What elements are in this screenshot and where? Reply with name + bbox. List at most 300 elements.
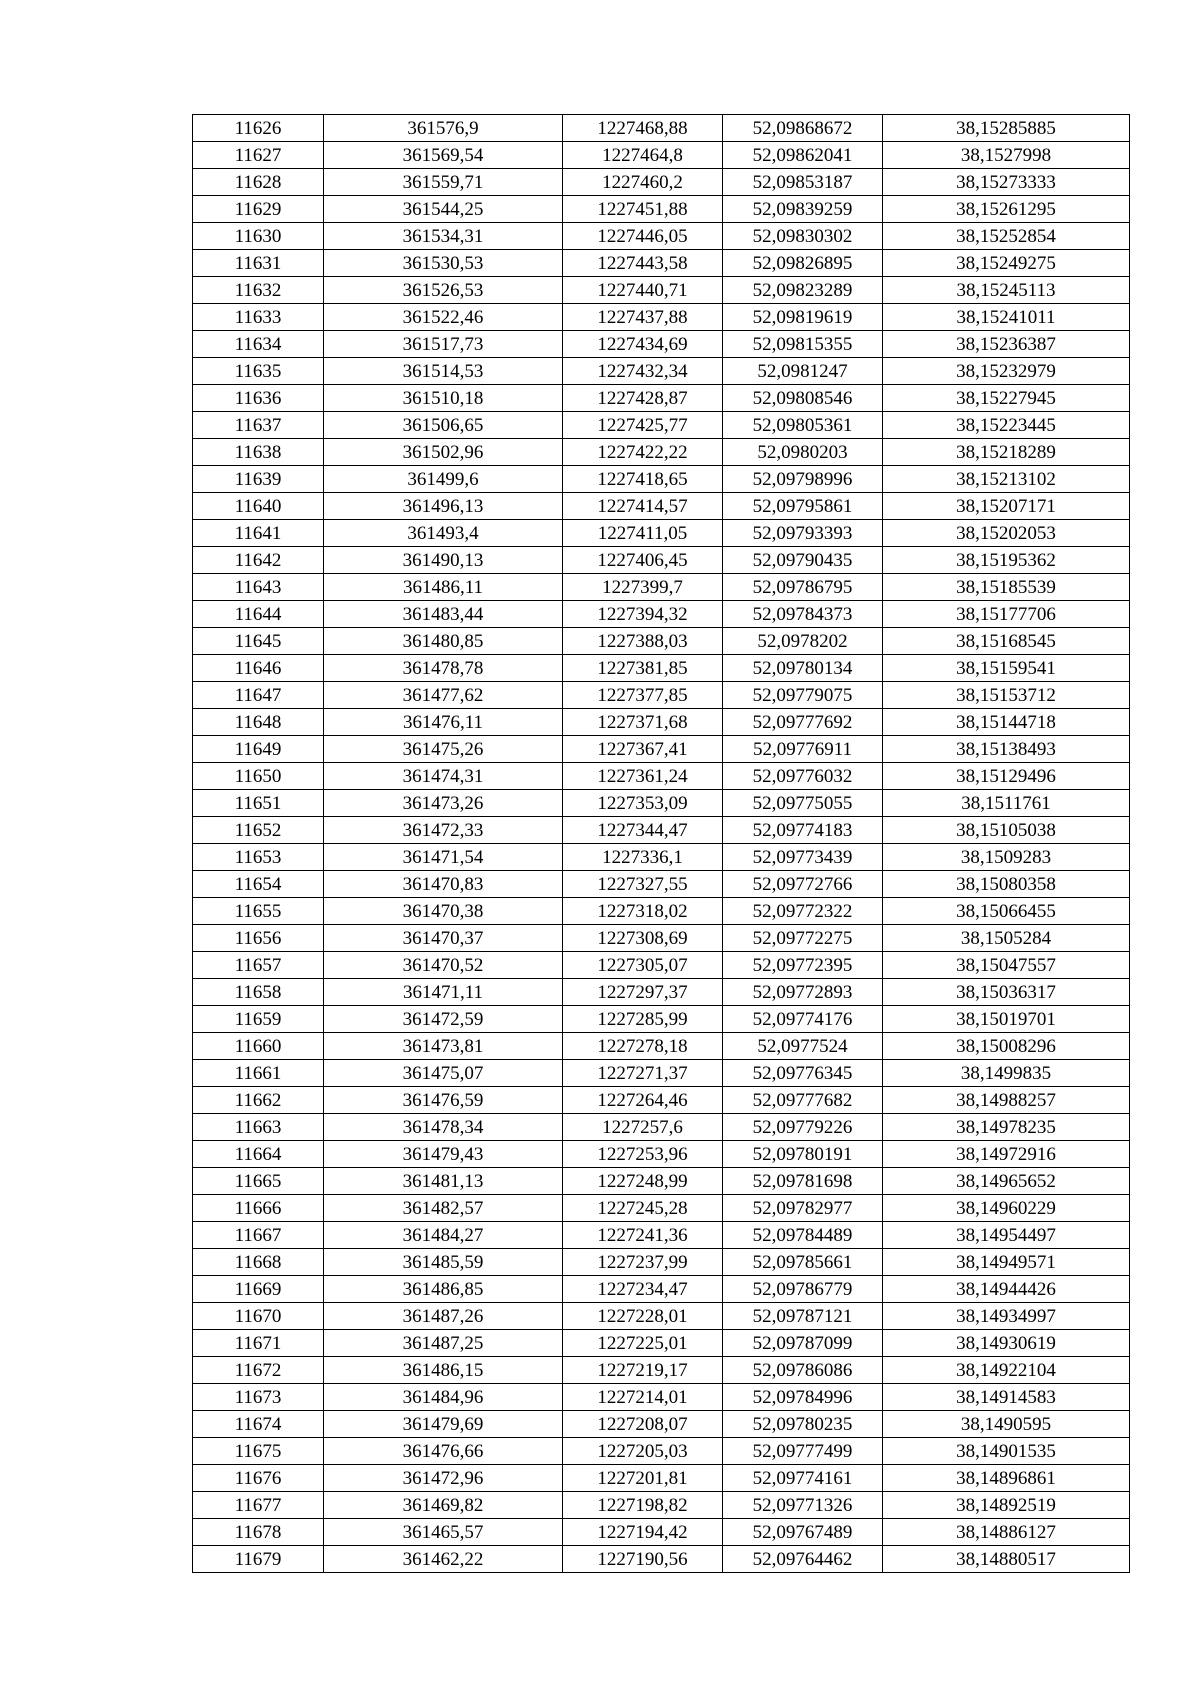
table-row [193, 358, 1130, 385]
table-row [193, 736, 1130, 763]
longitude-cell: 38,15008296 [883, 1033, 1130, 1060]
x-coordinate-cell: 361487,25 [324, 1330, 563, 1357]
table-row [193, 1411, 1130, 1438]
point-number-cell: 11631 [193, 250, 324, 277]
longitude-cell: 38,15232979 [883, 358, 1130, 385]
longitude-cell: 38,1499835 [883, 1060, 1130, 1087]
longitude-cell: 38,15036317 [883, 979, 1130, 1006]
x-coordinate-cell: 361514,53 [324, 358, 563, 385]
latitude-cell: 52,09808546 [723, 385, 883, 412]
x-coordinate-cell: 361481,13 [324, 1168, 563, 1195]
latitude-cell: 52,09830302 [723, 223, 883, 250]
longitude-cell: 38,15138493 [883, 736, 1130, 763]
point-number-cell: 11656 [193, 925, 324, 952]
longitude-cell: 38,15153712 [883, 682, 1130, 709]
table-row [193, 439, 1130, 466]
x-coordinate-cell: 361493,4 [324, 520, 563, 547]
x-coordinate-cell: 361487,26 [324, 1303, 563, 1330]
point-number-cell: 11646 [193, 655, 324, 682]
longitude-cell: 38,15227945 [883, 385, 1130, 412]
point-number-cell: 11629 [193, 196, 324, 223]
latitude-cell: 52,09795861 [723, 493, 883, 520]
x-coordinate-cell: 361471,54 [324, 844, 563, 871]
y-coordinate-cell: 1227464,8 [563, 142, 723, 169]
y-coordinate-cell: 1227411,05 [563, 520, 723, 547]
point-number-cell: 11677 [193, 1492, 324, 1519]
table-row [193, 1060, 1130, 1087]
longitude-cell: 38,15213102 [883, 466, 1130, 493]
point-number-cell: 11638 [193, 439, 324, 466]
y-coordinate-cell: 1227228,01 [563, 1303, 723, 1330]
latitude-cell: 52,09786086 [723, 1357, 883, 1384]
x-coordinate-cell: 361470,52 [324, 952, 563, 979]
table-row [193, 1033, 1130, 1060]
longitude-cell: 38,14892519 [883, 1492, 1130, 1519]
y-coordinate-cell: 1227367,41 [563, 736, 723, 763]
x-coordinate-cell: 361485,59 [324, 1249, 563, 1276]
point-number-cell: 11647 [193, 682, 324, 709]
longitude-cell: 38,15207171 [883, 493, 1130, 520]
y-coordinate-cell: 1227219,17 [563, 1357, 723, 1384]
point-number-cell: 11641 [193, 520, 324, 547]
table-row [193, 1249, 1130, 1276]
latitude-cell: 52,09805361 [723, 412, 883, 439]
y-coordinate-cell: 1227194,42 [563, 1519, 723, 1546]
x-coordinate-cell: 361476,11 [324, 709, 563, 736]
latitude-cell: 52,09772322 [723, 898, 883, 925]
x-coordinate-cell: 361478,78 [324, 655, 563, 682]
x-coordinate-cell: 361472,33 [324, 817, 563, 844]
y-coordinate-cell: 1227318,02 [563, 898, 723, 925]
x-coordinate-cell: 361477,62 [324, 682, 563, 709]
longitude-cell: 38,14944426 [883, 1276, 1130, 1303]
table-row [193, 1438, 1130, 1465]
y-coordinate-cell: 1227297,37 [563, 979, 723, 1006]
x-coordinate-cell: 361462,22 [324, 1546, 563, 1573]
longitude-cell: 38,14896861 [883, 1465, 1130, 1492]
longitude-cell: 38,15285885 [883, 115, 1130, 142]
table-row [193, 196, 1130, 223]
point-number-cell: 11661 [193, 1060, 324, 1087]
longitude-cell: 38,15047557 [883, 952, 1130, 979]
x-coordinate-cell: 361484,96 [324, 1384, 563, 1411]
point-number-cell: 11662 [193, 1087, 324, 1114]
table-row [193, 709, 1130, 736]
x-coordinate-cell: 361496,13 [324, 493, 563, 520]
y-coordinate-cell: 1227214,01 [563, 1384, 723, 1411]
latitude-cell: 52,09862041 [723, 142, 883, 169]
y-coordinate-cell: 1227305,07 [563, 952, 723, 979]
point-number-cell: 11676 [193, 1465, 324, 1492]
table-row [193, 1006, 1130, 1033]
table-row [193, 1330, 1130, 1357]
table-row [193, 223, 1130, 250]
latitude-cell: 52,0980203 [723, 439, 883, 466]
y-coordinate-cell: 1227225,01 [563, 1330, 723, 1357]
y-coordinate-cell: 1227432,34 [563, 358, 723, 385]
point-number-cell: 11668 [193, 1249, 324, 1276]
x-coordinate-cell: 361469,82 [324, 1492, 563, 1519]
x-coordinate-cell: 361486,11 [324, 574, 563, 601]
latitude-cell: 52,09774176 [723, 1006, 883, 1033]
y-coordinate-cell: 1227336,1 [563, 844, 723, 871]
y-coordinate-cell: 1227285,99 [563, 1006, 723, 1033]
y-coordinate-cell: 1227422,22 [563, 439, 723, 466]
y-coordinate-cell: 1227460,2 [563, 169, 723, 196]
table-row [193, 790, 1130, 817]
y-coordinate-cell: 1227399,7 [563, 574, 723, 601]
point-number-cell: 11653 [193, 844, 324, 871]
longitude-cell: 38,15223445 [883, 412, 1130, 439]
y-coordinate-cell: 1227361,24 [563, 763, 723, 790]
latitude-cell: 52,09779075 [723, 682, 883, 709]
longitude-cell: 38,14922104 [883, 1357, 1130, 1384]
latitude-cell: 52,09868672 [723, 115, 883, 142]
table-row [193, 601, 1130, 628]
table-row [193, 1276, 1130, 1303]
table-row [193, 1303, 1130, 1330]
longitude-cell: 38,15273333 [883, 169, 1130, 196]
table-row [193, 466, 1130, 493]
x-coordinate-cell: 361472,96 [324, 1465, 563, 1492]
point-number-cell: 11637 [193, 412, 324, 439]
point-number-cell: 11660 [193, 1033, 324, 1060]
x-coordinate-cell: 361510,18 [324, 385, 563, 412]
point-number-cell: 11633 [193, 304, 324, 331]
y-coordinate-cell: 1227198,82 [563, 1492, 723, 1519]
x-coordinate-cell: 361479,69 [324, 1411, 563, 1438]
latitude-cell: 52,09771326 [723, 1492, 883, 1519]
point-number-cell: 11654 [193, 871, 324, 898]
point-number-cell: 11648 [193, 709, 324, 736]
y-coordinate-cell: 1227381,85 [563, 655, 723, 682]
latitude-cell: 52,09780134 [723, 655, 883, 682]
longitude-cell: 38,14914583 [883, 1384, 1130, 1411]
x-coordinate-cell: 361479,43 [324, 1141, 563, 1168]
y-coordinate-cell: 1227388,03 [563, 628, 723, 655]
longitude-cell: 38,15105038 [883, 817, 1130, 844]
y-coordinate-cell: 1227443,58 [563, 250, 723, 277]
latitude-cell: 52,09786795 [723, 574, 883, 601]
point-number-cell: 11650 [193, 763, 324, 790]
latitude-cell: 52,09774183 [723, 817, 883, 844]
x-coordinate-cell: 361522,46 [324, 304, 563, 331]
latitude-cell: 52,09853187 [723, 169, 883, 196]
table-row [193, 331, 1130, 358]
latitude-cell: 52,09784489 [723, 1222, 883, 1249]
table-row [193, 1384, 1130, 1411]
x-coordinate-cell: 361534,31 [324, 223, 563, 250]
latitude-cell: 52,09819619 [723, 304, 883, 331]
y-coordinate-cell: 1227437,88 [563, 304, 723, 331]
x-coordinate-cell: 361499,6 [324, 466, 563, 493]
x-coordinate-cell: 361486,15 [324, 1357, 563, 1384]
latitude-cell: 52,09839259 [723, 196, 883, 223]
table-row [193, 1546, 1130, 1573]
coordinates-table-body [193, 115, 1130, 1573]
y-coordinate-cell: 1227414,57 [563, 493, 723, 520]
point-number-cell: 11645 [193, 628, 324, 655]
x-coordinate-cell: 361473,81 [324, 1033, 563, 1060]
latitude-cell: 52,09787121 [723, 1303, 883, 1330]
latitude-cell: 52,09784996 [723, 1384, 883, 1411]
coordinates-table [192, 114, 1130, 1573]
y-coordinate-cell: 1227308,69 [563, 925, 723, 952]
latitude-cell: 52,0981247 [723, 358, 883, 385]
table-row [193, 1168, 1130, 1195]
y-coordinate-cell: 1227248,99 [563, 1168, 723, 1195]
y-coordinate-cell: 1227371,68 [563, 709, 723, 736]
latitude-cell: 52,0978202 [723, 628, 883, 655]
point-number-cell: 11643 [193, 574, 324, 601]
longitude-cell: 38,15202053 [883, 520, 1130, 547]
latitude-cell: 52,09767489 [723, 1519, 883, 1546]
point-number-cell: 11634 [193, 331, 324, 358]
latitude-cell: 52,09776032 [723, 763, 883, 790]
y-coordinate-cell: 1227468,88 [563, 115, 723, 142]
latitude-cell: 52,09779226 [723, 1114, 883, 1141]
point-number-cell: 11664 [193, 1141, 324, 1168]
point-number-cell: 11658 [193, 979, 324, 1006]
y-coordinate-cell: 1227208,07 [563, 1411, 723, 1438]
x-coordinate-cell: 361470,83 [324, 871, 563, 898]
point-number-cell: 11678 [193, 1519, 324, 1546]
longitude-cell: 38,15245113 [883, 277, 1130, 304]
latitude-cell: 52,0977524 [723, 1033, 883, 1060]
x-coordinate-cell: 361465,57 [324, 1519, 563, 1546]
longitude-cell: 38,14988257 [883, 1087, 1130, 1114]
y-coordinate-cell: 1227394,32 [563, 601, 723, 628]
latitude-cell: 52,09782977 [723, 1195, 883, 1222]
longitude-cell: 38,14930619 [883, 1330, 1130, 1357]
y-coordinate-cell: 1227241,36 [563, 1222, 723, 1249]
table-row [193, 844, 1130, 871]
point-number-cell: 11652 [193, 817, 324, 844]
longitude-cell: 38,15168545 [883, 628, 1130, 655]
x-coordinate-cell: 361475,26 [324, 736, 563, 763]
longitude-cell: 38,15066455 [883, 898, 1130, 925]
latitude-cell: 52,09793393 [723, 520, 883, 547]
longitude-cell: 38,15177706 [883, 601, 1130, 628]
table-row [193, 412, 1130, 439]
longitude-cell: 38,15144718 [883, 709, 1130, 736]
x-coordinate-cell: 361530,53 [324, 250, 563, 277]
point-number-cell: 11659 [193, 1006, 324, 1033]
table-row [193, 1357, 1130, 1384]
point-number-cell: 11672 [193, 1357, 324, 1384]
x-coordinate-cell: 361517,73 [324, 331, 563, 358]
longitude-cell: 38,15218289 [883, 439, 1130, 466]
x-coordinate-cell: 361471,11 [324, 979, 563, 1006]
latitude-cell: 52,09776345 [723, 1060, 883, 1087]
table-row [193, 925, 1130, 952]
longitude-cell: 38,15236387 [883, 331, 1130, 358]
table-row [193, 1519, 1130, 1546]
longitude-cell: 38,14901535 [883, 1438, 1130, 1465]
longitude-cell: 38,14965652 [883, 1168, 1130, 1195]
x-coordinate-cell: 361470,38 [324, 898, 563, 925]
point-number-cell: 11627 [193, 142, 324, 169]
table-row [193, 898, 1130, 925]
y-coordinate-cell: 1227237,99 [563, 1249, 723, 1276]
y-coordinate-cell: 1227446,05 [563, 223, 723, 250]
y-coordinate-cell: 1227377,85 [563, 682, 723, 709]
table-row [193, 763, 1130, 790]
point-number-cell: 11635 [193, 358, 324, 385]
table-row [193, 250, 1130, 277]
table-row [193, 277, 1130, 304]
point-number-cell: 11640 [193, 493, 324, 520]
y-coordinate-cell: 1227406,45 [563, 547, 723, 574]
latitude-cell: 52,09774161 [723, 1465, 883, 1492]
longitude-cell: 38,14972916 [883, 1141, 1130, 1168]
x-coordinate-cell: 361470,37 [324, 925, 563, 952]
table-row [193, 871, 1130, 898]
latitude-cell: 52,09772893 [723, 979, 883, 1006]
longitude-cell: 38,15252854 [883, 223, 1130, 250]
latitude-cell: 52,09777682 [723, 1087, 883, 1114]
x-coordinate-cell: 361472,59 [324, 1006, 563, 1033]
latitude-cell: 52,09777692 [723, 709, 883, 736]
latitude-cell: 52,09798996 [723, 466, 883, 493]
latitude-cell: 52,09772275 [723, 925, 883, 952]
x-coordinate-cell: 361475,07 [324, 1060, 563, 1087]
table-row [193, 1492, 1130, 1519]
y-coordinate-cell: 1227253,96 [563, 1141, 723, 1168]
longitude-cell: 38,14960229 [883, 1195, 1130, 1222]
latitude-cell: 52,09772395 [723, 952, 883, 979]
latitude-cell: 52,09772766 [723, 871, 883, 898]
latitude-cell: 52,09785661 [723, 1249, 883, 1276]
longitude-cell: 38,14949571 [883, 1249, 1130, 1276]
x-coordinate-cell: 361473,26 [324, 790, 563, 817]
point-number-cell: 11630 [193, 223, 324, 250]
table-row [193, 304, 1130, 331]
point-number-cell: 11671 [193, 1330, 324, 1357]
table-row [193, 115, 1130, 142]
y-coordinate-cell: 1227245,28 [563, 1195, 723, 1222]
table-row [193, 979, 1130, 1006]
point-number-cell: 11673 [193, 1384, 324, 1411]
table-row [193, 547, 1130, 574]
table-row [193, 169, 1130, 196]
point-number-cell: 11642 [193, 547, 324, 574]
longitude-cell: 38,14934997 [883, 1303, 1130, 1330]
x-coordinate-cell: 361478,34 [324, 1114, 563, 1141]
x-coordinate-cell: 361484,27 [324, 1222, 563, 1249]
longitude-cell: 38,15261295 [883, 196, 1130, 223]
longitude-cell: 38,15241011 [883, 304, 1130, 331]
y-coordinate-cell: 1227428,87 [563, 385, 723, 412]
point-number-cell: 11632 [193, 277, 324, 304]
latitude-cell: 52,09781698 [723, 1168, 883, 1195]
table-row [193, 493, 1130, 520]
y-coordinate-cell: 1227271,37 [563, 1060, 723, 1087]
y-coordinate-cell: 1227353,09 [563, 790, 723, 817]
x-coordinate-cell: 361476,66 [324, 1438, 563, 1465]
longitude-cell: 38,15129496 [883, 763, 1130, 790]
point-number-cell: 11628 [193, 169, 324, 196]
point-number-cell: 11651 [193, 790, 324, 817]
longitude-cell: 38,15080358 [883, 871, 1130, 898]
point-number-cell: 11655 [193, 898, 324, 925]
table-row [193, 682, 1130, 709]
table-row [193, 1087, 1130, 1114]
x-coordinate-cell: 361502,96 [324, 439, 563, 466]
table-row [193, 655, 1130, 682]
point-number-cell: 11667 [193, 1222, 324, 1249]
table-row [193, 1114, 1130, 1141]
y-coordinate-cell: 1227451,88 [563, 196, 723, 223]
x-coordinate-cell: 361483,44 [324, 601, 563, 628]
y-coordinate-cell: 1227201,81 [563, 1465, 723, 1492]
latitude-cell: 52,09786779 [723, 1276, 883, 1303]
x-coordinate-cell: 361559,71 [324, 169, 563, 196]
x-coordinate-cell: 361476,59 [324, 1087, 563, 1114]
point-number-cell: 11674 [193, 1411, 324, 1438]
longitude-cell: 38,1509283 [883, 844, 1130, 871]
table-row [193, 1141, 1130, 1168]
latitude-cell: 52,09764462 [723, 1546, 883, 1573]
point-number-cell: 11636 [193, 385, 324, 412]
latitude-cell: 52,09784373 [723, 601, 883, 628]
y-coordinate-cell: 1227234,47 [563, 1276, 723, 1303]
longitude-cell: 38,14886127 [883, 1519, 1130, 1546]
point-number-cell: 11649 [193, 736, 324, 763]
point-number-cell: 11644 [193, 601, 324, 628]
longitude-cell: 38,15185539 [883, 574, 1130, 601]
latitude-cell: 52,09780235 [723, 1411, 883, 1438]
x-coordinate-cell: 361490,13 [324, 547, 563, 574]
point-number-cell: 11663 [193, 1114, 324, 1141]
longitude-cell: 38,1527998 [883, 142, 1130, 169]
table-row [193, 1195, 1130, 1222]
table-row [193, 628, 1130, 655]
y-coordinate-cell: 1227418,65 [563, 466, 723, 493]
longitude-cell: 38,14880517 [883, 1546, 1130, 1573]
x-coordinate-cell: 361569,54 [324, 142, 563, 169]
y-coordinate-cell: 1227205,03 [563, 1438, 723, 1465]
table-row [193, 574, 1130, 601]
point-number-cell: 11666 [193, 1195, 324, 1222]
latitude-cell: 52,09777499 [723, 1438, 883, 1465]
latitude-cell: 52,09780191 [723, 1141, 883, 1168]
x-coordinate-cell: 361576,9 [324, 115, 563, 142]
longitude-cell: 38,1511761 [883, 790, 1130, 817]
point-number-cell: 11670 [193, 1303, 324, 1330]
table-row [193, 1465, 1130, 1492]
table-row [193, 952, 1130, 979]
y-coordinate-cell: 1227264,46 [563, 1087, 723, 1114]
x-coordinate-cell: 361544,25 [324, 196, 563, 223]
x-coordinate-cell: 361480,85 [324, 628, 563, 655]
latitude-cell: 52,09823289 [723, 277, 883, 304]
longitude-cell: 38,15249275 [883, 250, 1130, 277]
table-row [193, 520, 1130, 547]
y-coordinate-cell: 1227434,69 [563, 331, 723, 358]
latitude-cell: 52,09773439 [723, 844, 883, 871]
point-number-cell: 11665 [193, 1168, 324, 1195]
point-number-cell: 11657 [193, 952, 324, 979]
latitude-cell: 52,09815355 [723, 331, 883, 358]
y-coordinate-cell: 1227278,18 [563, 1033, 723, 1060]
latitude-cell: 52,09826895 [723, 250, 883, 277]
longitude-cell: 38,14978235 [883, 1114, 1130, 1141]
point-number-cell: 11675 [193, 1438, 324, 1465]
longitude-cell: 38,15159541 [883, 655, 1130, 682]
y-coordinate-cell: 1227257,6 [563, 1114, 723, 1141]
point-number-cell: 11626 [193, 115, 324, 142]
